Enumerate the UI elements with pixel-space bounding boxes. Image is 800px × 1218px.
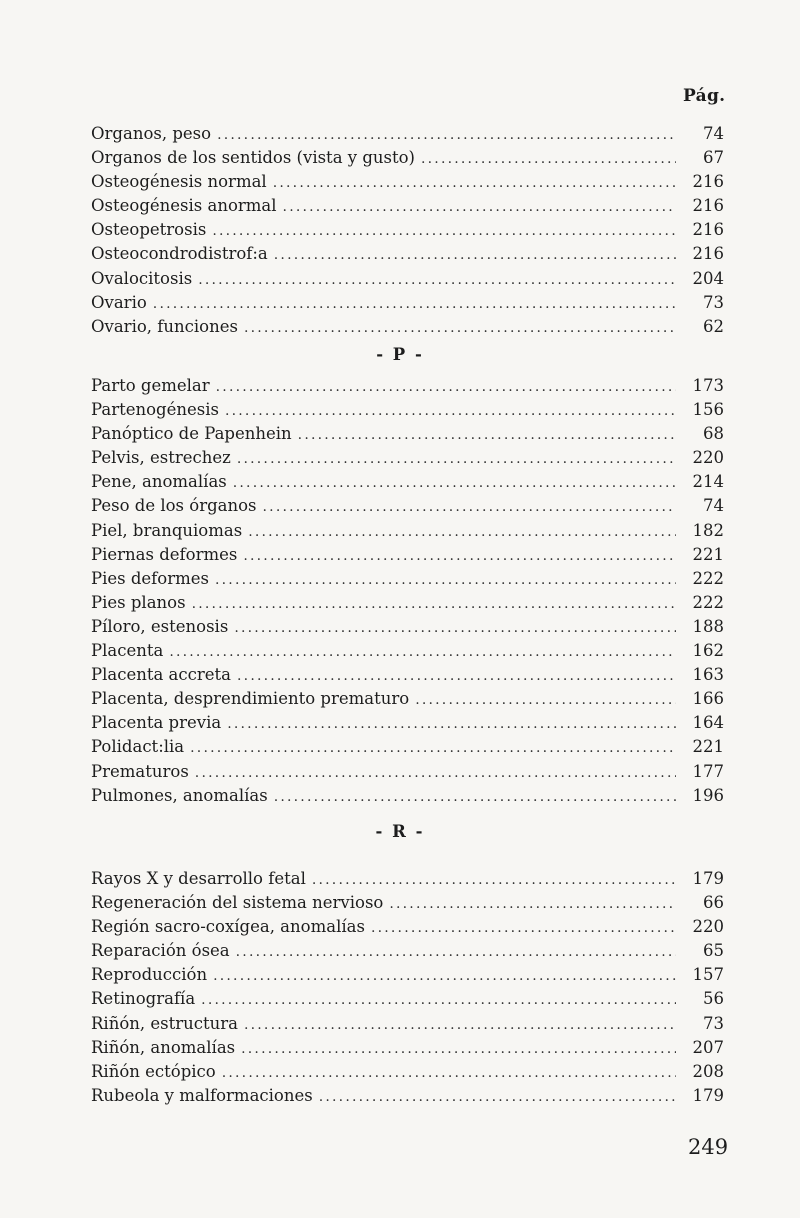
dot-leader [227, 712, 676, 736]
dot-leader [233, 471, 676, 495]
dot-leader [244, 316, 676, 340]
dot-leader [421, 147, 676, 171]
index-term: Reparación ósea [91, 941, 230, 961]
index-term: Osteocondrodistrof:a [91, 244, 268, 264]
page-column-header: Pág. [683, 86, 726, 106]
index-entry [91, 567, 724, 591]
index-term: Peso de los órganos [91, 496, 257, 516]
dot-leader [244, 1013, 676, 1037]
index-term: Pelvis, estrechez [91, 448, 231, 468]
dot-leader [237, 664, 676, 688]
index-entry [91, 687, 724, 711]
index-page-number: 222 [692, 592, 724, 612]
index-term: Regeneración del sistema nervioso [91, 893, 384, 913]
index-page-number: 220 [692, 448, 724, 468]
index-page-number: 204 [692, 268, 724, 288]
index-page-number: 67 [703, 148, 724, 168]
dot-leader [263, 495, 676, 519]
index-term: Parto gemelar [91, 376, 210, 395]
index-entry [91, 519, 724, 543]
dot-leader [241, 1037, 676, 1061]
index-page-number: 73 [703, 1013, 724, 1033]
index-entry [91, 615, 724, 639]
index-term: Osteogénesis anormal [91, 196, 277, 216]
index-term: Riñón, anomalías [91, 1037, 236, 1057]
index-page-number: 164 [692, 713, 724, 733]
index-page-number: 207 [692, 1037, 724, 1057]
dot-leader [237, 447, 676, 471]
index-entry [91, 915, 724, 939]
index-term: Riñón ectópico [91, 1061, 216, 1081]
dot-leader [213, 964, 676, 988]
dot-leader [190, 736, 676, 760]
index-entry [91, 963, 724, 987]
index-entry [91, 1036, 724, 1060]
index-entry [91, 422, 724, 446]
index-term: Ovalocitosis [91, 268, 193, 288]
dot-leader [192, 592, 676, 616]
dot-leader [153, 292, 676, 316]
page-folio: 249 [688, 1135, 729, 1159]
index-term: Piel, branquiomas [91, 520, 243, 540]
index-entry [91, 1060, 724, 1084]
dot-leader [201, 988, 676, 1012]
dot-leader [371, 916, 676, 940]
index-page-number: 74 [703, 496, 724, 516]
dot-leader [195, 761, 676, 785]
index-page-number: 182 [692, 520, 724, 540]
index-term: Retinografía [91, 989, 196, 1009]
dot-leader [243, 544, 676, 568]
index-entry [91, 446, 724, 470]
dot-leader [216, 375, 676, 399]
dot-leader [298, 423, 676, 447]
index-term: Reproducción [91, 965, 208, 985]
index-entry [91, 735, 724, 759]
index-term: Pene, anomalías [91, 472, 227, 492]
dot-leader [319, 1085, 676, 1109]
index-page-number: 216 [692, 172, 724, 192]
index-entry [91, 315, 724, 339]
dot-leader [169, 640, 676, 664]
index-page-number: 73 [703, 292, 724, 312]
index-entry [91, 470, 724, 494]
dot-leader [248, 520, 676, 544]
index-entry [91, 939, 724, 963]
index-entry [91, 784, 724, 808]
index-entry [91, 711, 724, 735]
index-page-number: 66 [703, 893, 724, 913]
index-page-number: 179 [692, 869, 724, 888]
index-page-number: 216 [692, 244, 724, 264]
index-entry [91, 291, 724, 315]
index-section-p [91, 374, 724, 808]
dot-leader [274, 785, 676, 809]
index-page-number: 179 [692, 1085, 724, 1105]
index-page-number: 208 [692, 1061, 724, 1081]
index-page-number: 62 [703, 316, 724, 336]
index-page-number: 220 [692, 917, 724, 937]
dot-leader [225, 399, 676, 423]
index-term: Región sacro-coxígea, anomalías [91, 917, 365, 937]
section-letter-p: - P - [376, 345, 424, 364]
index-entry [91, 760, 724, 784]
index-entry [91, 218, 724, 242]
index-page-number: 74 [703, 124, 724, 143]
index-term: Osteopetrosis [91, 220, 207, 240]
index-entry [91, 867, 724, 891]
index-entry [91, 398, 724, 422]
index-term: Organos de los sentidos (vista y gusto) [91, 148, 415, 168]
index-term: Panóptico de Papenhein [91, 424, 292, 444]
index-page-number: 173 [692, 376, 724, 395]
dot-leader [283, 195, 676, 219]
index-entry [91, 1084, 724, 1108]
index-page-number: 157 [692, 965, 724, 985]
index-page-number: 177 [692, 761, 724, 781]
dot-leader [415, 688, 676, 712]
index-entry [91, 170, 724, 194]
index-page-number: 156 [692, 400, 724, 420]
index-page-number: 214 [692, 472, 724, 492]
index-entry [91, 374, 724, 398]
index-term: Ovario [91, 292, 147, 312]
dot-leader [215, 568, 676, 592]
index-page-number: 216 [692, 220, 724, 240]
index-page-number: 56 [703, 989, 724, 1009]
index-page-number: 221 [692, 544, 724, 564]
index-entry [91, 1012, 724, 1036]
index-entry [91, 543, 724, 567]
dot-leader [198, 268, 676, 292]
index-page-number: 166 [692, 689, 724, 709]
dot-leader [212, 219, 676, 243]
dot-leader [312, 868, 676, 892]
index-page-number: 162 [692, 641, 724, 661]
dot-leader [389, 892, 676, 916]
index-entry [91, 891, 724, 915]
index-page-number: 68 [703, 424, 724, 444]
index-term: Pies planos [91, 592, 186, 612]
index-entry [91, 194, 724, 218]
index-entry [91, 122, 724, 146]
index-term: Pulmones, anomalías [91, 785, 268, 805]
dot-leader [273, 171, 676, 195]
index-entry [91, 242, 724, 266]
index-page-number: 188 [692, 616, 724, 636]
index-page-number: 163 [692, 665, 724, 685]
index-section-r [91, 867, 724, 1108]
dot-leader [236, 940, 676, 964]
index-term: Ovario, funciones [91, 316, 238, 336]
index-term: Polidact:lia [91, 737, 185, 757]
index-term: Prematuros [91, 761, 189, 781]
index-page-number: 221 [692, 737, 724, 757]
index-entry [91, 591, 724, 615]
index-term: Píloro, estenosis [91, 616, 229, 636]
index-term: Piernas deformes [91, 544, 238, 564]
index-entry [91, 639, 724, 663]
index-entry [91, 663, 724, 687]
index-term: Osteogénesis normal [91, 172, 267, 192]
index-term: Placenta, desprendimiento prematuro [91, 689, 410, 709]
index-page-number: 65 [703, 941, 724, 961]
dot-leader [217, 123, 676, 147]
index-term: Placenta accreta [91, 665, 232, 685]
index-term: Placenta previa [91, 713, 222, 733]
index-term: Rayos X y desarrollo fetal [91, 869, 306, 888]
index-term: Organos, peso [91, 124, 212, 143]
index-page-number: 196 [692, 785, 724, 805]
index-section-o [91, 122, 724, 339]
index-page-number: 216 [692, 196, 724, 216]
index-entry [91, 494, 724, 518]
index-term: Partenogénesis [91, 400, 219, 420]
index-term: Pies deformes [91, 568, 209, 588]
dot-leader [234, 616, 676, 640]
index-entry [91, 267, 724, 291]
index-entry [91, 987, 724, 1011]
index-entry [91, 146, 724, 170]
section-letter-r: - R - [375, 822, 425, 841]
index-term: Riñón, estructura [91, 1013, 238, 1033]
dot-leader [274, 243, 676, 267]
index-term: Placenta [91, 641, 164, 661]
index-page-number: 222 [692, 568, 724, 588]
dot-leader [222, 1061, 676, 1085]
index-term: Rubeola y malformaciones [91, 1085, 313, 1105]
